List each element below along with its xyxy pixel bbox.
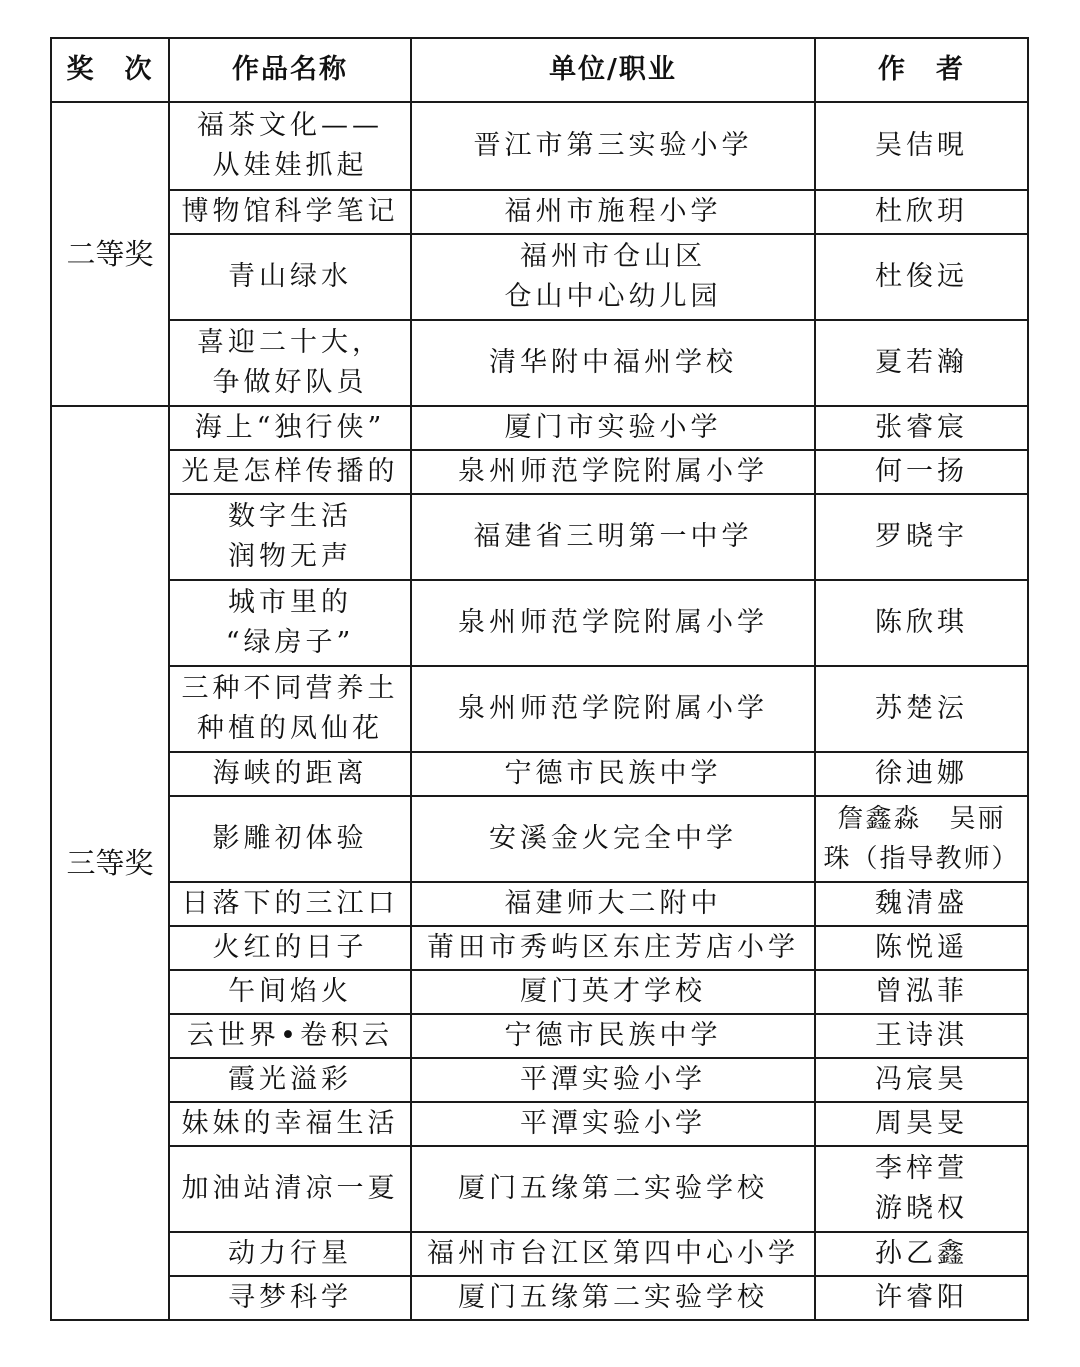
table-row — [51, 190, 1028, 234]
work-cell — [169, 450, 411, 494]
unit-cell — [411, 666, 815, 752]
table-row — [51, 406, 1028, 450]
unit-cell — [411, 926, 815, 970]
author-line: 珠（指导教师） — [823, 844, 1020, 874]
work-cell — [169, 494, 411, 580]
author-cell — [815, 102, 1028, 190]
table-row — [51, 1276, 1028, 1320]
work-cell — [169, 1232, 411, 1276]
work-cell — [169, 752, 411, 796]
author-line: 陈欣琪 — [875, 607, 968, 638]
unit-line: 宁德市民族中学 — [504, 1020, 722, 1051]
author-cell — [815, 190, 1028, 234]
unit-line: 厦门市实验小学 — [504, 412, 722, 443]
table-body — [51, 102, 1028, 1320]
author-line: 游晓权 — [875, 1193, 968, 1224]
work-cell — [169, 796, 411, 882]
unit-line: 福建师大二附中 — [504, 888, 722, 919]
work-line: 喜迎二十大， — [197, 327, 383, 358]
author-line: 詹鑫淼 吴丽 — [837, 804, 1006, 834]
author-cell — [815, 882, 1028, 926]
author-line: 吴佶晛 — [875, 130, 968, 161]
work-line: 海上“独行侠” — [194, 412, 386, 443]
author-cell — [815, 752, 1028, 796]
author-cell — [815, 320, 1028, 406]
unit-line: 宁德市民族中学 — [504, 758, 722, 789]
author-line: 李梓萱 — [875, 1153, 968, 1184]
rank-cell: 二等奖 — [51, 102, 169, 406]
unit-line: 莆田市秀屿区东庄芳店小学 — [427, 932, 799, 963]
work-line: “绿房子” — [225, 627, 355, 658]
unit-cell — [411, 882, 815, 926]
work-line: 霞光溢彩 — [228, 1064, 352, 1095]
author-line: 王诗淇 — [875, 1020, 968, 1051]
author-line: 夏若瀚 — [875, 347, 968, 378]
work-cell — [169, 1014, 411, 1058]
work-line: 三种不同营养土 — [181, 673, 399, 704]
work-cell — [169, 1276, 411, 1320]
author-line: 周昊旻 — [875, 1108, 968, 1139]
work-line: 种植的凤仙花 — [197, 713, 383, 744]
unit-cell — [411, 580, 815, 666]
author-line: 杜欣玥 — [875, 196, 968, 227]
work-line: 日落下的三江口 — [181, 888, 399, 919]
author-cell — [815, 1232, 1028, 1276]
unit-cell — [411, 752, 815, 796]
unit-cell — [411, 494, 815, 580]
author-line: 冯宸昊 — [875, 1064, 968, 1095]
work-cell — [169, 580, 411, 666]
unit-line: 福州市施程小学 — [504, 196, 722, 227]
work-line: 青山绿水 — [228, 261, 352, 292]
header-author: 作 者 — [815, 38, 1028, 102]
unit-cell — [411, 1232, 815, 1276]
author-line: 苏楚沄 — [875, 693, 968, 724]
author-cell — [815, 1058, 1028, 1102]
work-line: 加油站清凉一夏 — [181, 1173, 399, 1204]
author-line: 魏清盛 — [875, 888, 968, 919]
author-cell — [815, 796, 1028, 882]
work-cell — [169, 970, 411, 1014]
author-cell — [815, 580, 1028, 666]
work-line: 从娃娃抓起 — [212, 150, 368, 181]
work-line: 争做好队员 — [212, 367, 368, 398]
author-cell — [815, 1146, 1028, 1232]
unit-cell — [411, 406, 815, 450]
author-cell — [815, 494, 1028, 580]
work-cell — [169, 1146, 411, 1232]
author-cell — [815, 1014, 1028, 1058]
work-line: 火红的日子 — [212, 932, 368, 963]
author-cell — [815, 666, 1028, 752]
unit-line: 泉州师范学院附属小学 — [458, 693, 768, 724]
header-work: 作品名称 — [169, 38, 411, 102]
work-line: 城市里的 — [228, 587, 352, 618]
award-table — [50, 37, 1029, 1321]
unit-line: 晋江市第三实验小学 — [473, 130, 753, 161]
table-row — [51, 580, 1028, 666]
work-cell — [169, 926, 411, 970]
author-cell — [815, 1276, 1028, 1320]
unit-cell — [411, 190, 815, 234]
author-line: 杜俊远 — [875, 261, 968, 292]
author-cell — [815, 234, 1028, 320]
author-line: 徐迪娜 — [875, 758, 968, 789]
unit-line: 厦门英才学校 — [520, 976, 706, 1007]
table-row — [51, 796, 1028, 882]
work-line: 影雕初体验 — [212, 823, 368, 854]
author-line: 许睿阳 — [875, 1282, 968, 1313]
unit-line: 福建省三明第一中学 — [473, 521, 753, 552]
work-cell — [169, 882, 411, 926]
unit-cell — [411, 970, 815, 1014]
table-row — [51, 102, 1028, 190]
unit-cell — [411, 234, 815, 320]
author-cell — [815, 450, 1028, 494]
table-row — [51, 666, 1028, 752]
work-cell — [169, 190, 411, 234]
table-row — [51, 882, 1028, 926]
unit-line: 福州市台江区第四中心小学 — [427, 1238, 799, 1269]
unit-cell — [411, 1014, 815, 1058]
work-line: 云世界•卷积云 — [187, 1020, 393, 1051]
author-cell — [815, 926, 1028, 970]
table-row — [51, 752, 1028, 796]
work-line: 寻梦科学 — [228, 1282, 352, 1313]
header-row — [51, 38, 1028, 102]
unit-line: 仓山中心幼儿园 — [504, 281, 722, 312]
unit-cell — [411, 1276, 815, 1320]
work-line: 光是怎样传播的 — [181, 456, 399, 487]
header-rank: 奖 次 — [51, 38, 169, 102]
table-row — [51, 450, 1028, 494]
unit-line: 平潭实验小学 — [520, 1064, 706, 1095]
work-cell — [169, 666, 411, 752]
unit-cell — [411, 796, 815, 882]
work-line: 妹妹的幸福生活 — [181, 1108, 399, 1139]
author-line: 曾泓菲 — [875, 976, 968, 1007]
unit-line: 安溪金火完全中学 — [489, 823, 737, 854]
work-cell — [169, 234, 411, 320]
unit-cell — [411, 450, 815, 494]
unit-line: 清华附中福州学校 — [489, 347, 737, 378]
unit-line: 厦门五缘第二实验学校 — [458, 1282, 768, 1313]
unit-cell — [411, 320, 815, 406]
table-row — [51, 1058, 1028, 1102]
table-row — [51, 1014, 1028, 1058]
work-line: 动力行星 — [228, 1238, 352, 1269]
unit-line: 平潭实验小学 — [520, 1108, 706, 1139]
work-cell — [169, 1058, 411, 1102]
table-row — [51, 926, 1028, 970]
unit-line: 泉州师范学院附属小学 — [458, 456, 768, 487]
work-cell — [169, 1102, 411, 1146]
author-line: 陈悦遥 — [875, 932, 968, 963]
work-cell — [169, 320, 411, 406]
work-line: 海峡的距离 — [212, 758, 368, 789]
table-row — [51, 1146, 1028, 1232]
unit-cell — [411, 1146, 815, 1232]
author-line: 罗晓宇 — [875, 521, 968, 552]
unit-line: 厦门五缘第二实验学校 — [458, 1173, 768, 1204]
table-row — [51, 320, 1028, 406]
work-line: 博物馆科学笔记 — [181, 196, 399, 227]
work-line: 润物无声 — [228, 541, 352, 572]
author-line: 何一扬 — [875, 456, 968, 487]
unit-line: 福州市仓山区 — [520, 241, 706, 272]
work-line: 午间焰火 — [228, 976, 352, 1007]
work-cell — [169, 102, 411, 190]
rank-cell: 三等奖 — [51, 406, 169, 1320]
table-row — [51, 1102, 1028, 1146]
unit-cell — [411, 1102, 815, 1146]
author-line: 张睿宸 — [875, 412, 968, 443]
table-row — [51, 494, 1028, 580]
work-line: 福茶文化—— — [197, 110, 383, 141]
author-line: 孙乙鑫 — [875, 1238, 968, 1269]
work-line: 数字生活 — [228, 501, 352, 532]
unit-cell — [411, 102, 815, 190]
work-cell — [169, 406, 411, 450]
header-unit: 单位/职业 — [411, 38, 815, 102]
unit-cell — [411, 1058, 815, 1102]
table-row — [51, 1232, 1028, 1276]
author-cell — [815, 406, 1028, 450]
table-row — [51, 234, 1028, 320]
table-row — [51, 970, 1028, 1014]
author-cell — [815, 1102, 1028, 1146]
unit-line: 泉州师范学院附属小学 — [458, 607, 768, 638]
author-cell — [815, 970, 1028, 1014]
